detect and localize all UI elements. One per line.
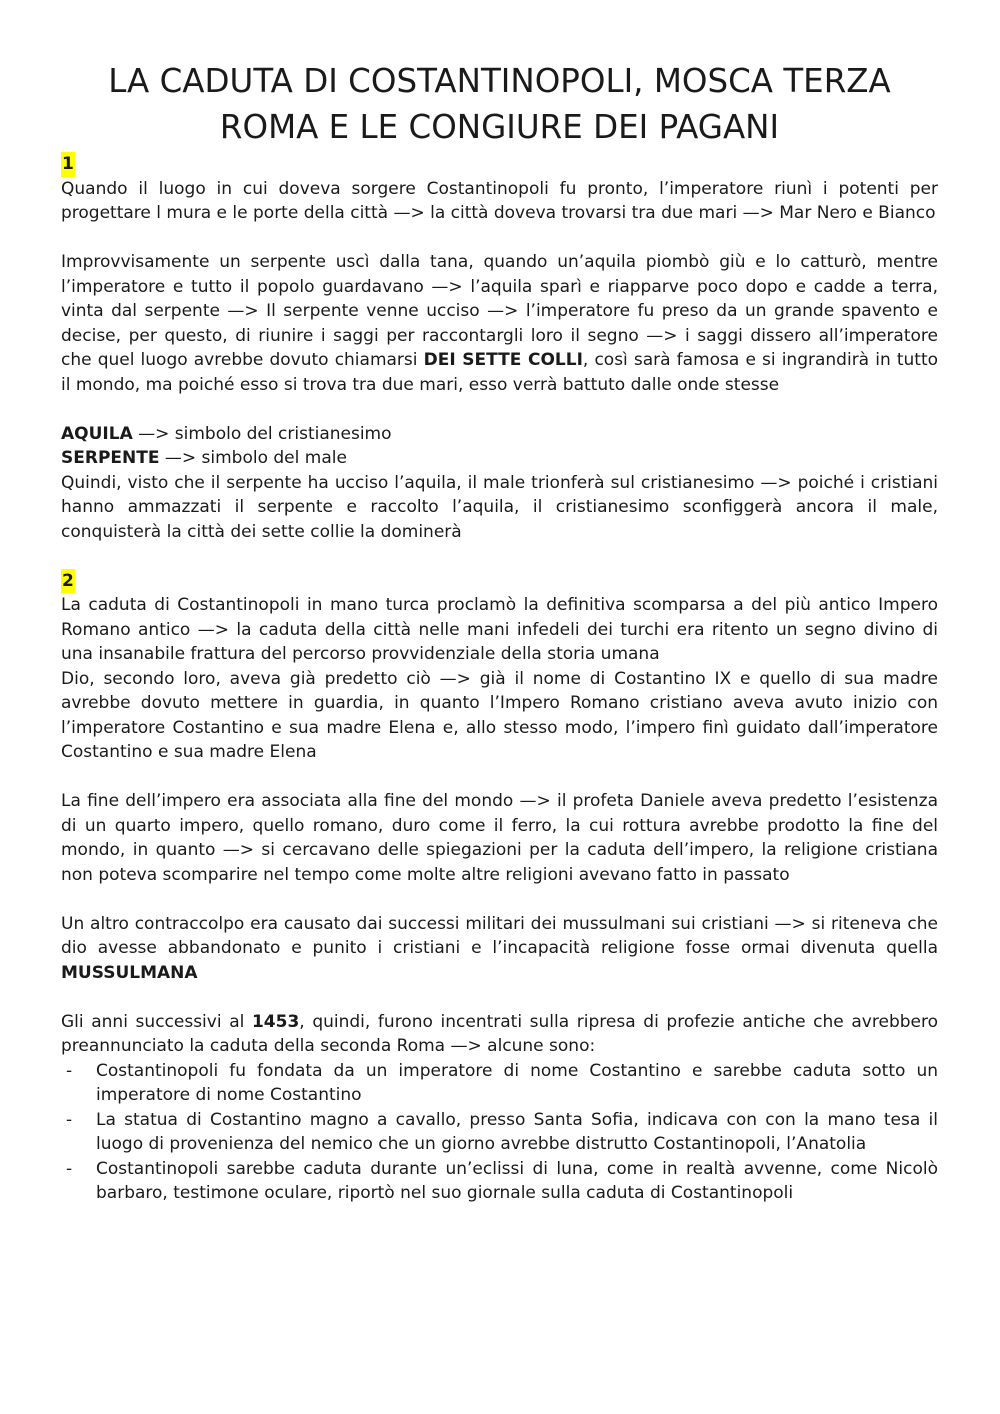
section-2-paragraph-5: [61, 1010, 938, 1059]
definition-text: —> simbolo del male: [159, 448, 347, 468]
section-2-number-row: [61, 569, 938, 594]
bold-term-sette-colli: DEI SETTE COLLI: [423, 350, 583, 370]
section-1-number-row: [61, 152, 938, 177]
section-2-paragraph-3: La fine dell’impero era associata alla fine del mondo —> il profeta Daniele aveva predetto l’esistenza di un quarto impero, quello romano, duro come il ferro, la cui rottura avrebbe prodotto la fine del mondo, in quanto —> si cercavano delle spiegazioni per la caduta dell’impero, la religione cristiana non poteva scomparire nel tempo come molte altre religioni avevano fatto in passato: [61, 791, 938, 885]
list-item: [61, 1059, 938, 1108]
definition-text: —> simbolo del cristianesimo: [132, 423, 392, 444]
list-item-text: La statua di Costantino magno a cavallo, presso Santa Sofia, indicava con con la mano tesa il luogo di provenienza del nemico che un giorno avrebbe distrutto Costantinopoli, l’Anatolia: [96, 1109, 938, 1154]
section-2-paragraph-2: Dio, secondo loro, aveva già predetto ciò —> già il nome di Costantino IX e quello di sua madre avrebbe dovuto mettere in guardia, in quanto l’Impero Romano cristiano aveva avuto inizio con l’imperatore Costantino e sua madre Elena e, allo stesso modo, l’impero finì guidato dall’imperatore Costantino e sua madre Elena: [61, 668, 938, 762]
text-run: Un altro contraccolpo era causato dai successi militari dei mussulmani sui cristiani —> si riteneva che dio avesse abbandonato e punito i cristiani e l’incapacità religione fosse ormai divenuta quella: [61, 913, 938, 958]
bold-term-mussulmana: MUSSULMANA: [61, 962, 198, 983]
spacer: [61, 397, 938, 422]
dash-bullet: -: [66, 1158, 73, 1179]
dash-bullet: -: [66, 1060, 73, 1081]
list-item: [61, 1108, 938, 1157]
text-run: Gli anni successivi al: [61, 1011, 252, 1032]
term-aquila: AQUILA: [61, 423, 133, 444]
definition-aquila: [61, 422, 938, 447]
spacer: [61, 887, 938, 912]
list-item-text: Costantinopoli fu fondata da un imperatore di nome Costantino e sarebbe caduta sotto un imperatore di nome Costantino: [96, 1060, 938, 1105]
dash-bullet: -: [66, 1109, 73, 1130]
spacer: [61, 226, 938, 251]
section-1-paragraph-1: Quando il luogo in cui doveva sorgere Costantinopoli fu pronto, l’imperatore riunì i potenti per progettare l mura e le porte della città —> la città doveva trovarsi tra due mari —> Mar Nero e Bianco: [61, 178, 938, 223]
document-title: LA CADUTA DI COSTANTINOPOLI, MOSCA TERZA ROMA E LE CONGIURE DEI PAGANI: [108, 62, 891, 146]
text-run: Improvvisamente un serpente uscì dalla tana, quando un’aquila piombò giù e lo catturò, mentre l’imperatore e tutto il popolo guardavano —> l’aquila sparì e riapparve poco dopo e cadde a terra, vinta dal serpente —> Il serpente venne ucciso —> l’imperatore fu preso da un grande spavento e decise, per questo, di riunire i saggi per raccontargli loro il segno —> i saggi dissero all’imperatore che quel luogo avrebbe dovuto chiamarsi: [61, 252, 938, 370]
definition-serpente: [61, 446, 938, 471]
prophecy-list: [61, 1059, 938, 1206]
spacer: [61, 765, 938, 790]
document-page: [61, 58, 938, 1206]
text-run: , quindi, furono incentrati sulla ripresa di profezie antiche che avrebbero preannunciato la caduta della seconda Roma —> alcune sono:: [61, 1011, 939, 1056]
section-1-paragraph-3: Quindi, visto che il serpente ha ucciso l’aquila, il male trionferà sul cristianesimo —> poiché i cristiani hanno ammazzati il serpente e raccolto l’aquila, il cristianesimo sconfiggerà ancora il male, conquisterà la città dei sette collie la dominerà: [61, 472, 938, 542]
section-2-paragraph-4: [61, 912, 938, 986]
section-2-number: 2: [61, 569, 75, 594]
bold-year-1453: 1453: [251, 1011, 300, 1032]
term-serpente: SERPENTE: [61, 448, 160, 468]
section-2-paragraph-1: La caduta di Costantinopoli in mano turca proclamò la definitiva scomparsa a del più antico Impero Romano antico —> la caduta della città nelle mani infedeli dei turchi era ritento un segno divino di una insanabile frattura del percorso provvidenziale della storia umana: [61, 595, 938, 664]
list-item-text: Costantinopoli sarebbe caduta durante un’eclissi di luna, come in realtà avvenne, come Nicolò barbaro, testimone oculare, riportò nel suo giornale sulla caduta di Costantinopoli: [96, 1158, 938, 1203]
spacer: [61, 985, 938, 1010]
text-run: , così sarà famosa e si ingrandirà in tutto il mondo, ma poiché esso si trova tra due mari, esso verrà battuto dalle onde stesse: [61, 350, 939, 395]
section-1-paragraph-2: [61, 250, 938, 397]
spacer: [61, 544, 938, 569]
list-item: [61, 1157, 938, 1206]
section-1-number: 1: [61, 152, 75, 177]
